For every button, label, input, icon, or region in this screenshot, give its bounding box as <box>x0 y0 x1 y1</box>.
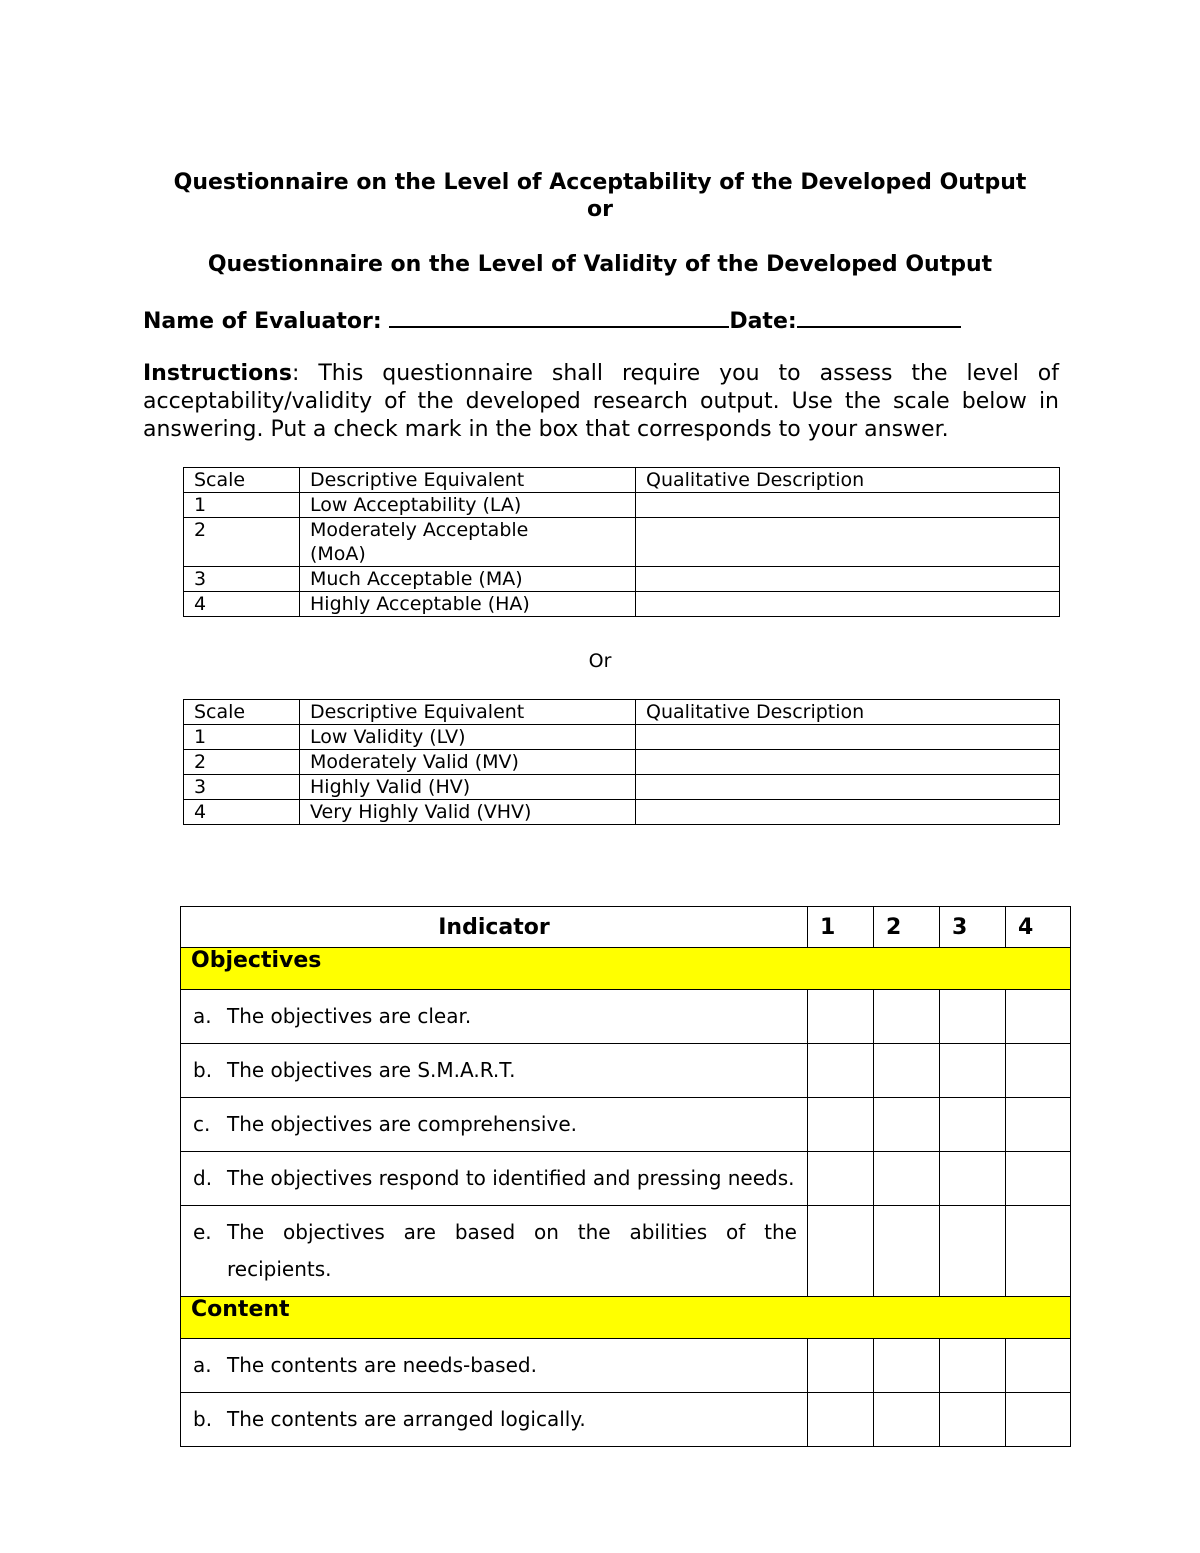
table-row <box>181 1098 1071 1152</box>
scale-value: 2 <box>184 750 300 775</box>
rating-checkbox-4[interactable] <box>1006 1152 1071 1206</box>
item-text: The objectives are based on the abilities of the recipients. <box>227 1220 797 1281</box>
rating-checkbox-4[interactable] <box>1006 1206 1071 1297</box>
descriptive-value: Moderately Valid (MV) <box>300 750 636 775</box>
item-letter: c. <box>193 1112 211 1136</box>
item-letter: a. <box>193 1353 212 1377</box>
rating-checkbox-2[interactable] <box>874 1339 940 1393</box>
item-letter: d. <box>193 1166 213 1190</box>
indicator-cell <box>181 1044 808 1098</box>
table-row <box>181 1044 1071 1098</box>
table-row <box>184 775 1060 800</box>
item-text: The contents are needs-based. <box>227 1353 537 1377</box>
qualitative-header: Qualitative Description <box>636 700 1060 725</box>
rating-checkbox-2[interactable] <box>874 1044 940 1098</box>
evaluator-name-blank[interactable] <box>389 306 729 328</box>
section-title: Content <box>181 1297 1071 1339</box>
or-separator: Or <box>588 650 612 672</box>
qualitative-cell[interactable] <box>636 725 1060 750</box>
item-letter: e. <box>193 1220 212 1244</box>
item-text: The contents are arranged logically. <box>227 1407 586 1431</box>
rating-checkbox-1[interactable] <box>808 1044 874 1098</box>
descriptive-header: Descriptive Equivalent <box>300 700 636 725</box>
rating-checkbox-3[interactable] <box>940 990 1006 1044</box>
evaluator-line <box>143 306 961 335</box>
item-letter: b. <box>193 1407 213 1431</box>
table-row <box>181 990 1071 1044</box>
title-acceptability: Questionnaire on the Level of Acceptability of the Developed Output <box>173 170 1027 195</box>
table-row <box>184 800 1060 825</box>
descriptive-value: Very Highly Valid (VHV) <box>300 800 636 825</box>
item-text: The objectives are S.M.A.R.T. <box>227 1058 516 1082</box>
table-row <box>181 1339 1071 1393</box>
rating-checkbox-2[interactable] <box>874 990 940 1044</box>
table-row <box>184 518 1060 567</box>
indicator-cell <box>181 990 808 1044</box>
scale-value: 2 <box>184 518 300 567</box>
qualitative-cell[interactable] <box>636 800 1060 825</box>
section-row-content <box>181 1297 1071 1339</box>
rating-checkbox-2[interactable] <box>874 1393 940 1447</box>
descriptive-value: Highly Valid (HV) <box>300 775 636 800</box>
indicator-cell <box>181 1152 808 1206</box>
scale-value: 4 <box>184 800 300 825</box>
descriptive-value: Low Validity (LV) <box>300 725 636 750</box>
scale-header: Scale <box>184 700 300 725</box>
table-row <box>181 1393 1071 1447</box>
rating-checkbox-3[interactable] <box>940 1393 1006 1447</box>
scale-value: 1 <box>184 493 300 518</box>
table-row <box>184 725 1060 750</box>
instructions-label: Instructions <box>143 361 292 386</box>
instructions <box>143 360 1059 444</box>
rating-checkbox-3[interactable] <box>940 1206 1006 1297</box>
table-row <box>184 750 1060 775</box>
rating-checkbox-1[interactable] <box>808 1393 874 1447</box>
qualitative-cell[interactable] <box>636 518 1060 567</box>
table-row <box>184 493 1060 518</box>
item-text: The objectives respond to identified and pressing needs. <box>227 1166 795 1190</box>
indicator-body <box>181 948 1071 1447</box>
acceptability-scale-table <box>183 467 1060 617</box>
rating-checkbox-3[interactable] <box>940 1098 1006 1152</box>
rating-checkbox-4[interactable] <box>1006 1044 1071 1098</box>
rating-header-4: 4 <box>1006 907 1071 948</box>
title-or: or <box>587 197 613 222</box>
rating-checkbox-4[interactable] <box>1006 1339 1071 1393</box>
qualitative-cell[interactable] <box>636 775 1060 800</box>
rating-checkbox-1[interactable] <box>808 1098 874 1152</box>
scale-value: 3 <box>184 567 300 592</box>
rating-checkbox-3[interactable] <box>940 1044 1006 1098</box>
rating-checkbox-3[interactable] <box>940 1339 1006 1393</box>
table-row <box>181 1206 1071 1297</box>
qualitative-cell[interactable] <box>636 750 1060 775</box>
qualitative-header: Qualitative Description <box>636 468 1060 493</box>
rating-checkbox-2[interactable] <box>874 1098 940 1152</box>
qualitative-cell[interactable] <box>636 493 1060 518</box>
descriptive-value: Highly Acceptable (HA) <box>300 592 636 617</box>
descriptive-header: Descriptive Equivalent <box>300 468 636 493</box>
scale-header: Scale <box>184 468 300 493</box>
indicator-cell <box>181 1098 808 1152</box>
rating-checkbox-4[interactable] <box>1006 1098 1071 1152</box>
item-text: The objectives are comprehensive. <box>227 1112 577 1136</box>
rating-header-2: 2 <box>874 907 940 948</box>
descriptive-value: Low Acceptability (LA) <box>300 493 636 518</box>
rating-checkbox-1[interactable] <box>808 990 874 1044</box>
table-row <box>184 592 1060 617</box>
title-validity: Questionnaire on the Level of Validity of the Developed Output <box>207 252 993 277</box>
rating-checkbox-4[interactable] <box>1006 1393 1071 1447</box>
date-label: Date: <box>729 309 797 334</box>
rating-checkbox-1[interactable] <box>808 1152 874 1206</box>
table-header-row <box>184 468 1060 493</box>
rating-checkbox-1[interactable] <box>808 1339 874 1393</box>
rating-checkbox-4[interactable] <box>1006 990 1071 1044</box>
indicator-cell <box>181 1339 808 1393</box>
rating-header-1: 1 <box>808 907 874 948</box>
indicator-header-row <box>181 907 1071 948</box>
rating-checkbox-3[interactable] <box>940 1152 1006 1206</box>
indicator-cell <box>181 1393 808 1447</box>
rating-checkbox-2[interactable] <box>874 1152 940 1206</box>
scale-value: 4 <box>184 592 300 617</box>
rating-checkbox-1[interactable] <box>808 1206 874 1297</box>
section-title: Objectives <box>181 948 1071 990</box>
instructions-text: : This questionnaire shall require you to assess the level of acceptability/validity of the developed research output. Use the scale below in answering. Put a check mark in the box that corresponds to your answer. <box>143 361 1059 442</box>
rating-header-3: 3 <box>940 907 1006 948</box>
indicator-table <box>180 906 1071 1447</box>
validity-scale-table <box>183 699 1060 825</box>
scale-value: 1 <box>184 725 300 750</box>
table-row <box>181 1152 1071 1206</box>
table-row <box>184 567 1060 592</box>
indicator-cell <box>181 1206 808 1297</box>
rating-checkbox-2[interactable] <box>874 1206 940 1297</box>
item-text: The objectives are clear. <box>227 1004 472 1028</box>
date-blank[interactable] <box>797 306 961 328</box>
item-letter: a. <box>193 1004 212 1028</box>
indicator-header: Indicator <box>181 907 808 948</box>
item-letter: b. <box>193 1058 213 1082</box>
scale-value: 3 <box>184 775 300 800</box>
section-row-objectives <box>181 948 1071 990</box>
qualitative-cell[interactable] <box>636 592 1060 617</box>
qualitative-cell[interactable] <box>636 567 1060 592</box>
evaluator-label: Name of Evaluator: <box>143 309 382 334</box>
descriptive-value: Moderately Acceptable (MoA) <box>300 518 636 567</box>
table-header-row <box>184 700 1060 725</box>
descriptive-value: Much Acceptable (MA) <box>300 567 636 592</box>
